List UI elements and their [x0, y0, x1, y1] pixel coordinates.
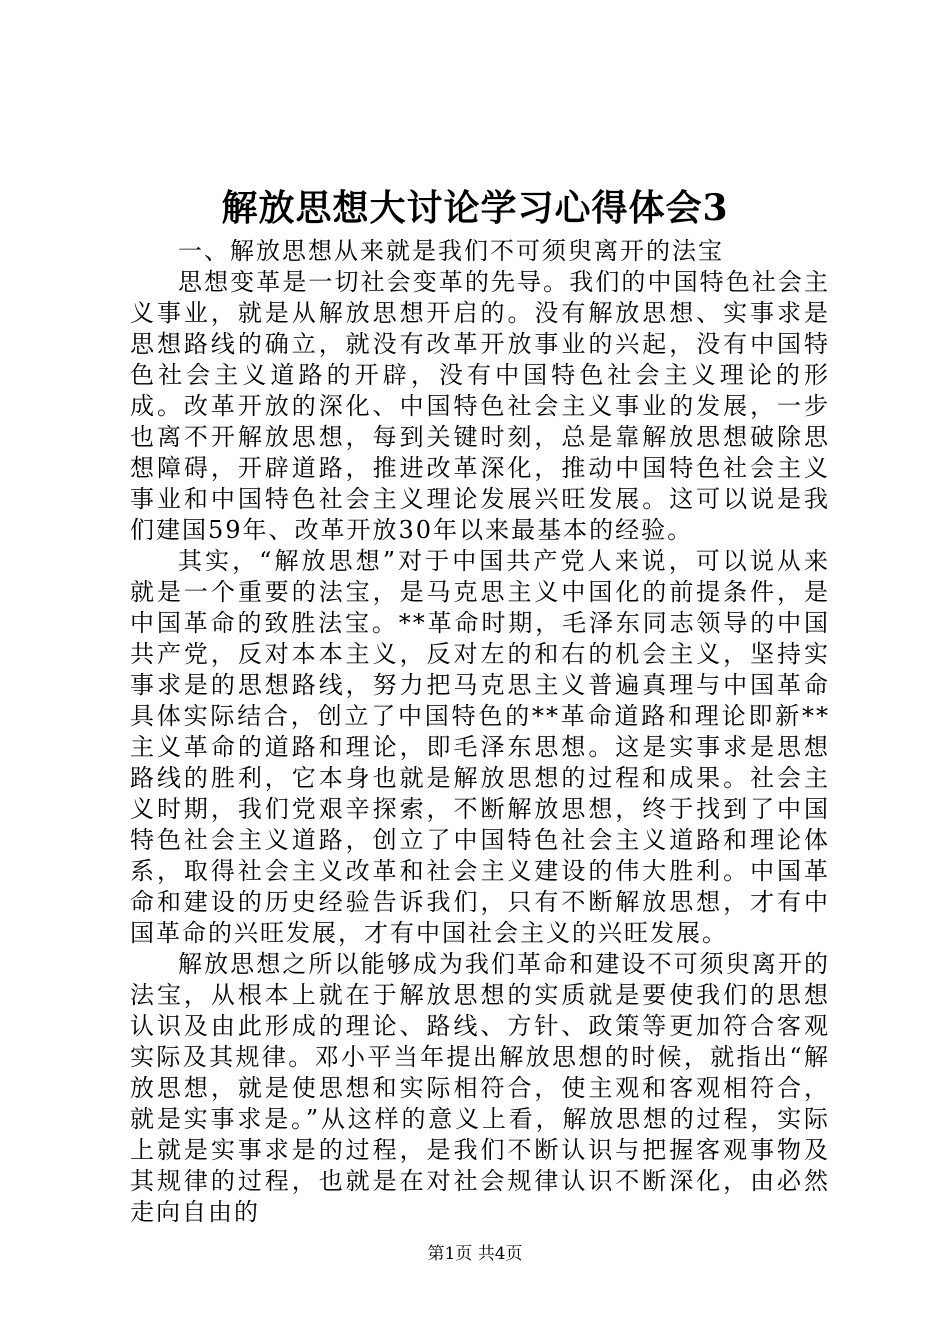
- paragraph-3: 解放思想之所以能够成为我们革命和建设不可须臾离开的法宝，从根本上就在于解放思想的实质就是要使我们的思想认识及由此形成的理论、路线、方针、政策等更加符合客观实际及其规律。邓小平当年提出解放思想的时候，就指出“解放思想，就是使思想和实际相符合，使主观和客观相符合，就是实事求是。”从这样的意义上看，解放思想的过程，实际上就是实事求是的过程，是我们不断认识与把握客观事物及其规律的过程，也就是在对社会规律认识不断深化，由必然走向自由的: [130, 950, 830, 1226]
- paragraph-2: 其实，“解放思想”对于中国共产党人来说，可以说从来就是一个重要的法宝，是马克思主义中国化的前提条件，是中国革命的致胜法宝。**革命时期，毛泽东同志领导的中国共产党，反对本本主义，反对左的和右的机会主义，坚持实事求是的思想路线，努力把马克思主义普遍真理与中国革命具体实际结合，创立了中国特色的**革命道路和理论即新**主义革命的道路和理论，即毛泽东思想。这是实事求是思想路线的胜利，它本身也就是解放思想的过程和成果。社会主义时期，我们党艰辛探索，不断解放思想，终于找到了中国特色社会主义道路，创立了中国特色社会主义道路和理论体系，取得社会主义改革和社会主义建设的伟大胜利。中国革命和建设的历史经验告诉我们，只有不断解放思想，才有中国革命的兴旺发展，才有中国社会主义的兴旺发展。: [130, 547, 830, 947]
- document-body: [130, 236, 830, 1228]
- page-footer: 第1页 共4页: [427, 1244, 523, 1264]
- paragraph-1: 思想变革是一切社会变革的先导。我们的中国特色社会主义事业，就是从解放思想开启的。没有解放思想、实事求是思想路线的确立，就没有改革开放事业的兴起，没有中国特色社会主义道路的开辟，没有中国特色社会主义理论的形成。改革开放的深化、中国特色社会主义事业的发展，一步也离不开解放思想，每到关键时刻，总是靠解放思想破除思想障碍，开辟道路，推进改革深化，推动中国特色社会主义事业和中国特色社会主义理论发展兴旺发展。这可以说是我们建国59年、改革开放30年以来最基本的经验。: [130, 268, 830, 544]
- section-heading: 一、解放思想从来就是我们不可须臾离开的法宝: [178, 237, 724, 265]
- document-title: 解放思想大讨论学习心得体会3: [221, 187, 729, 229]
